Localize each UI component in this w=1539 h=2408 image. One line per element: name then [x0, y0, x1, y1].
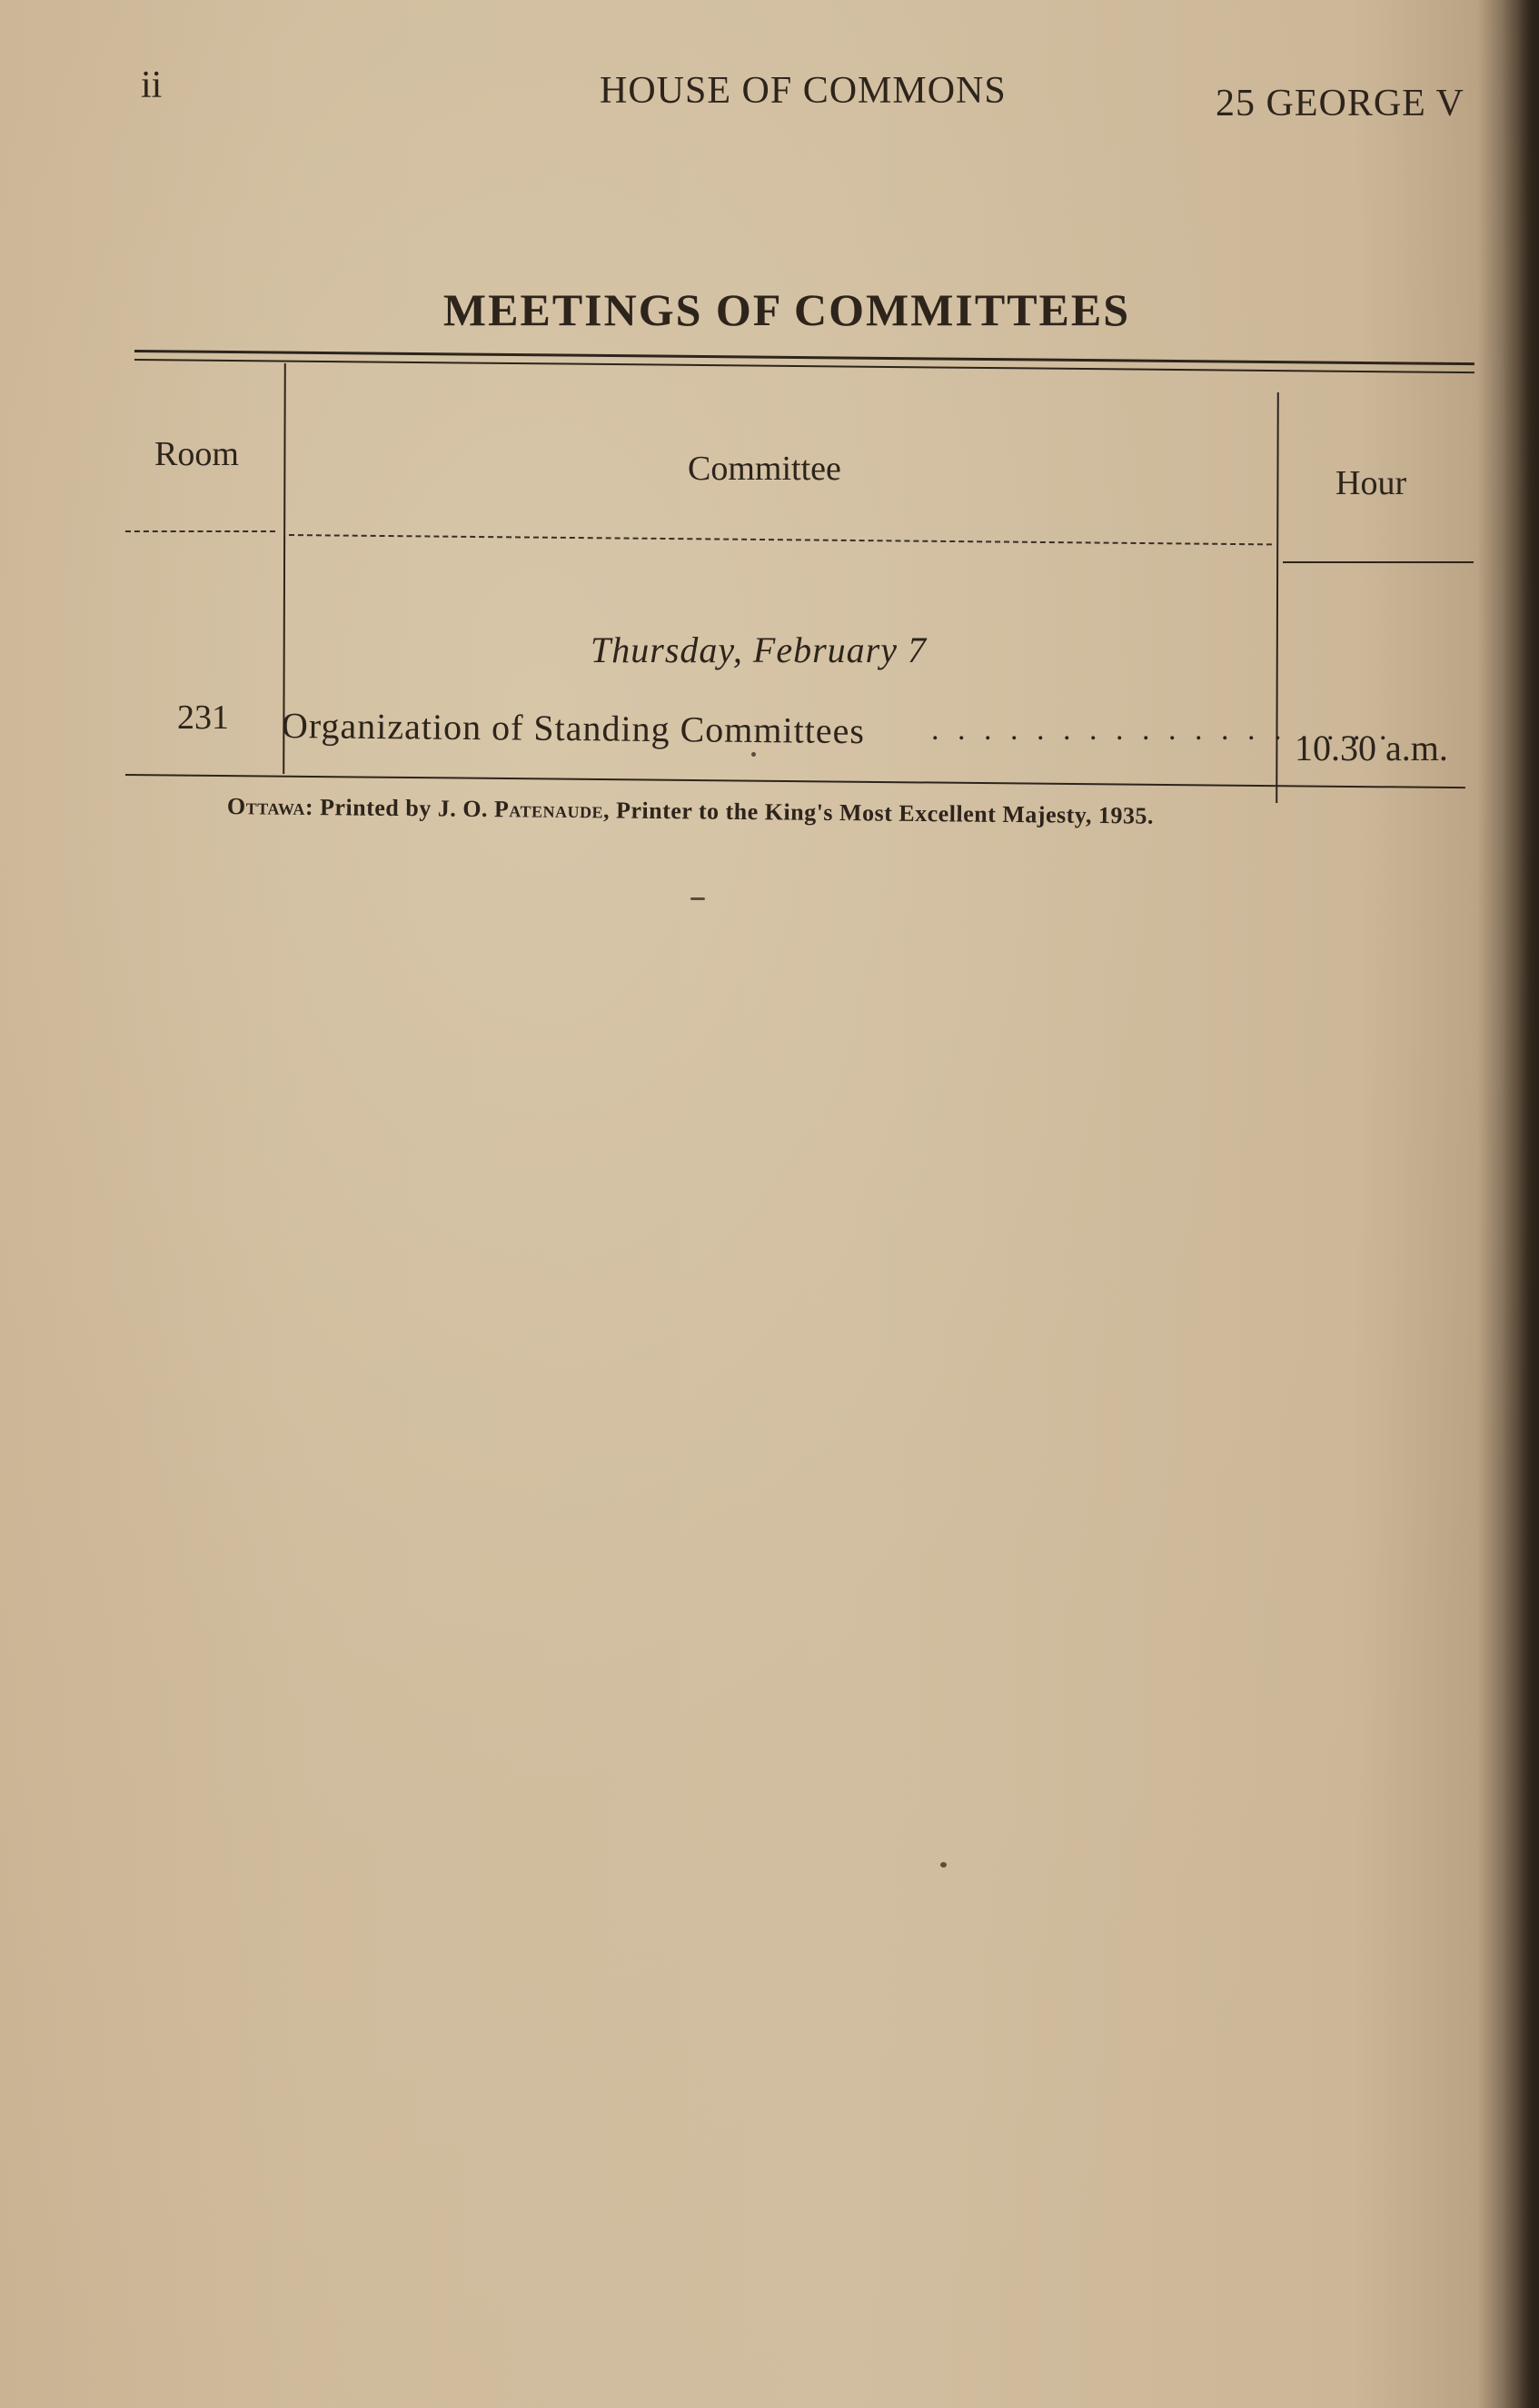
- paper-speck: [751, 752, 756, 757]
- header-rule-hour: [1283, 561, 1474, 563]
- running-head: [0, 64, 1539, 127]
- page-title: MEETINGS OF COMMITTEES: [442, 284, 1131, 335]
- page-edge-shadow: [1503, 0, 1539, 2408]
- imprint-text-2: , Printer to the King's Most Excellent Majesty, 1935.: [602, 797, 1155, 829]
- header-rule-room: [125, 530, 275, 532]
- row-hour: 10.30 a.m.: [1295, 728, 1448, 768]
- column-header-committee: Committee: [688, 450, 841, 488]
- meeting-day-heading: Thursday, February 7: [591, 629, 927, 670]
- running-head-title: HOUSE OF COMMONS: [600, 70, 1007, 112]
- imprint-printer: Patenaude: [493, 796, 604, 824]
- column-header-hour: Hour: [1335, 464, 1407, 502]
- row-leader-dots: . . . . . . . . . . . . . . . . . .: [931, 713, 1393, 747]
- printer-imprint: [227, 793, 1154, 830]
- table-top-rule: [134, 350, 1474, 365]
- row-committee-name: Organization of Standing Committees: [281, 705, 866, 752]
- imprint-place: Ottawa: [226, 793, 306, 820]
- page-folio: ii: [141, 64, 163, 106]
- paper-speck: [690, 897, 705, 900]
- row-room-number: 231: [177, 699, 229, 737]
- header-rule-committee: [289, 534, 1272, 545]
- paper-speck: [940, 1862, 947, 1868]
- table-bottom-rule: [125, 774, 1465, 788]
- column-header-room: Room: [154, 435, 239, 473]
- regnal-year: 25 GEORGE V: [1216, 83, 1465, 124]
- imprint-text-1: : Printed by J. O.: [304, 793, 495, 823]
